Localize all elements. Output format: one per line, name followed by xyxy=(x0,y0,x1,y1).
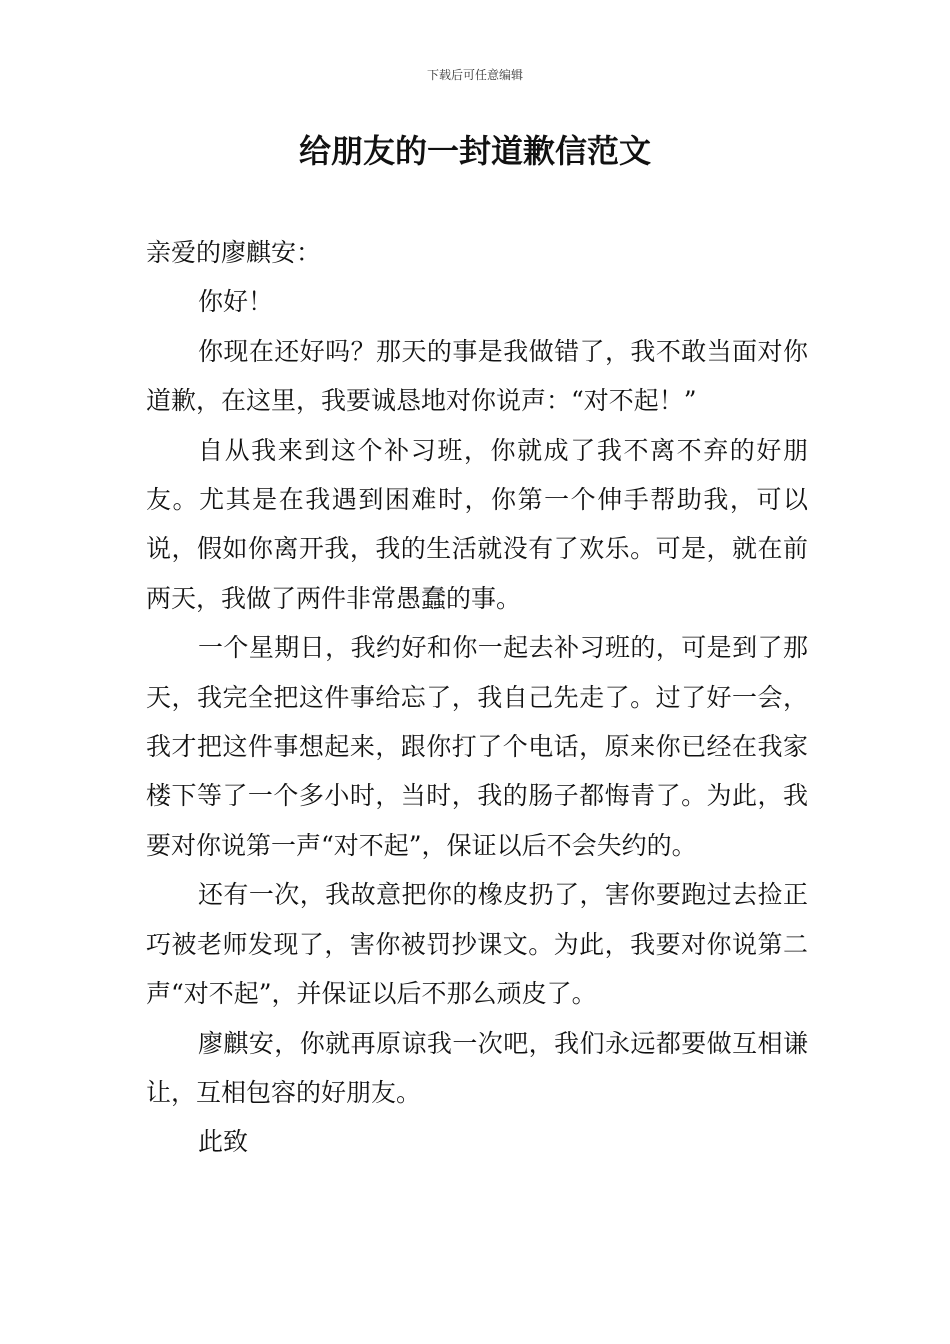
page-title: 给朋友的一封道歉信范文 xyxy=(298,132,651,170)
letter-greeting: 你好！ xyxy=(198,287,274,317)
letter-closing: 此致 xyxy=(198,1127,249,1157)
header-note: 下载后可任意编辑 xyxy=(426,68,523,82)
letter-paragraph-4: 还有一次，我故意把你的橡皮扔了，害你要跑过去捡正巧被老师发现了，害你被罚抄课文。为此，我要对你说第二声“对不起”，并保证以后不那么顽皮了。 xyxy=(146,880,808,1009)
letter-paragraph-3: 一个星期日，我约好和你一起去补习班的，可是到了那天，我完全把这件事给忘了，我自己先走了。过了好一会，我才把这件事想起来，跟你打了个电话，原来你已经在我家楼下等了一个多小时，当时，我的肠子都悔青了。为此，我要对你说第一声“对不起”，保证以后不会失约的。 xyxy=(146,633,808,860)
letter-body xyxy=(146,228,808,1167)
letter-paragraph-1: 你现在还好吗？那天的事是我做错了，我不敢当面对你道歉，在这里，我要诚恳地对你说声：“对不起！” xyxy=(146,336,808,416)
letter-paragraph-5: 廖麒安，你就再原谅我一次吧，我们永远都要做互相谦让，互相包容的好朋友。 xyxy=(146,1028,808,1107)
letter-salutation: 亲爱的廖麒安： xyxy=(146,238,322,267)
letter-paragraph-2: 自从我来到这个补习班，你就成了我不离不弃的好朋友。尤其是在我遇到困难时，你第一个伸手帮助我，可以说，假如你离开我，我的生活就没有了欢乐。可是，就在前两天，我做了两件非常愚蠢的事。 xyxy=(146,435,808,613)
